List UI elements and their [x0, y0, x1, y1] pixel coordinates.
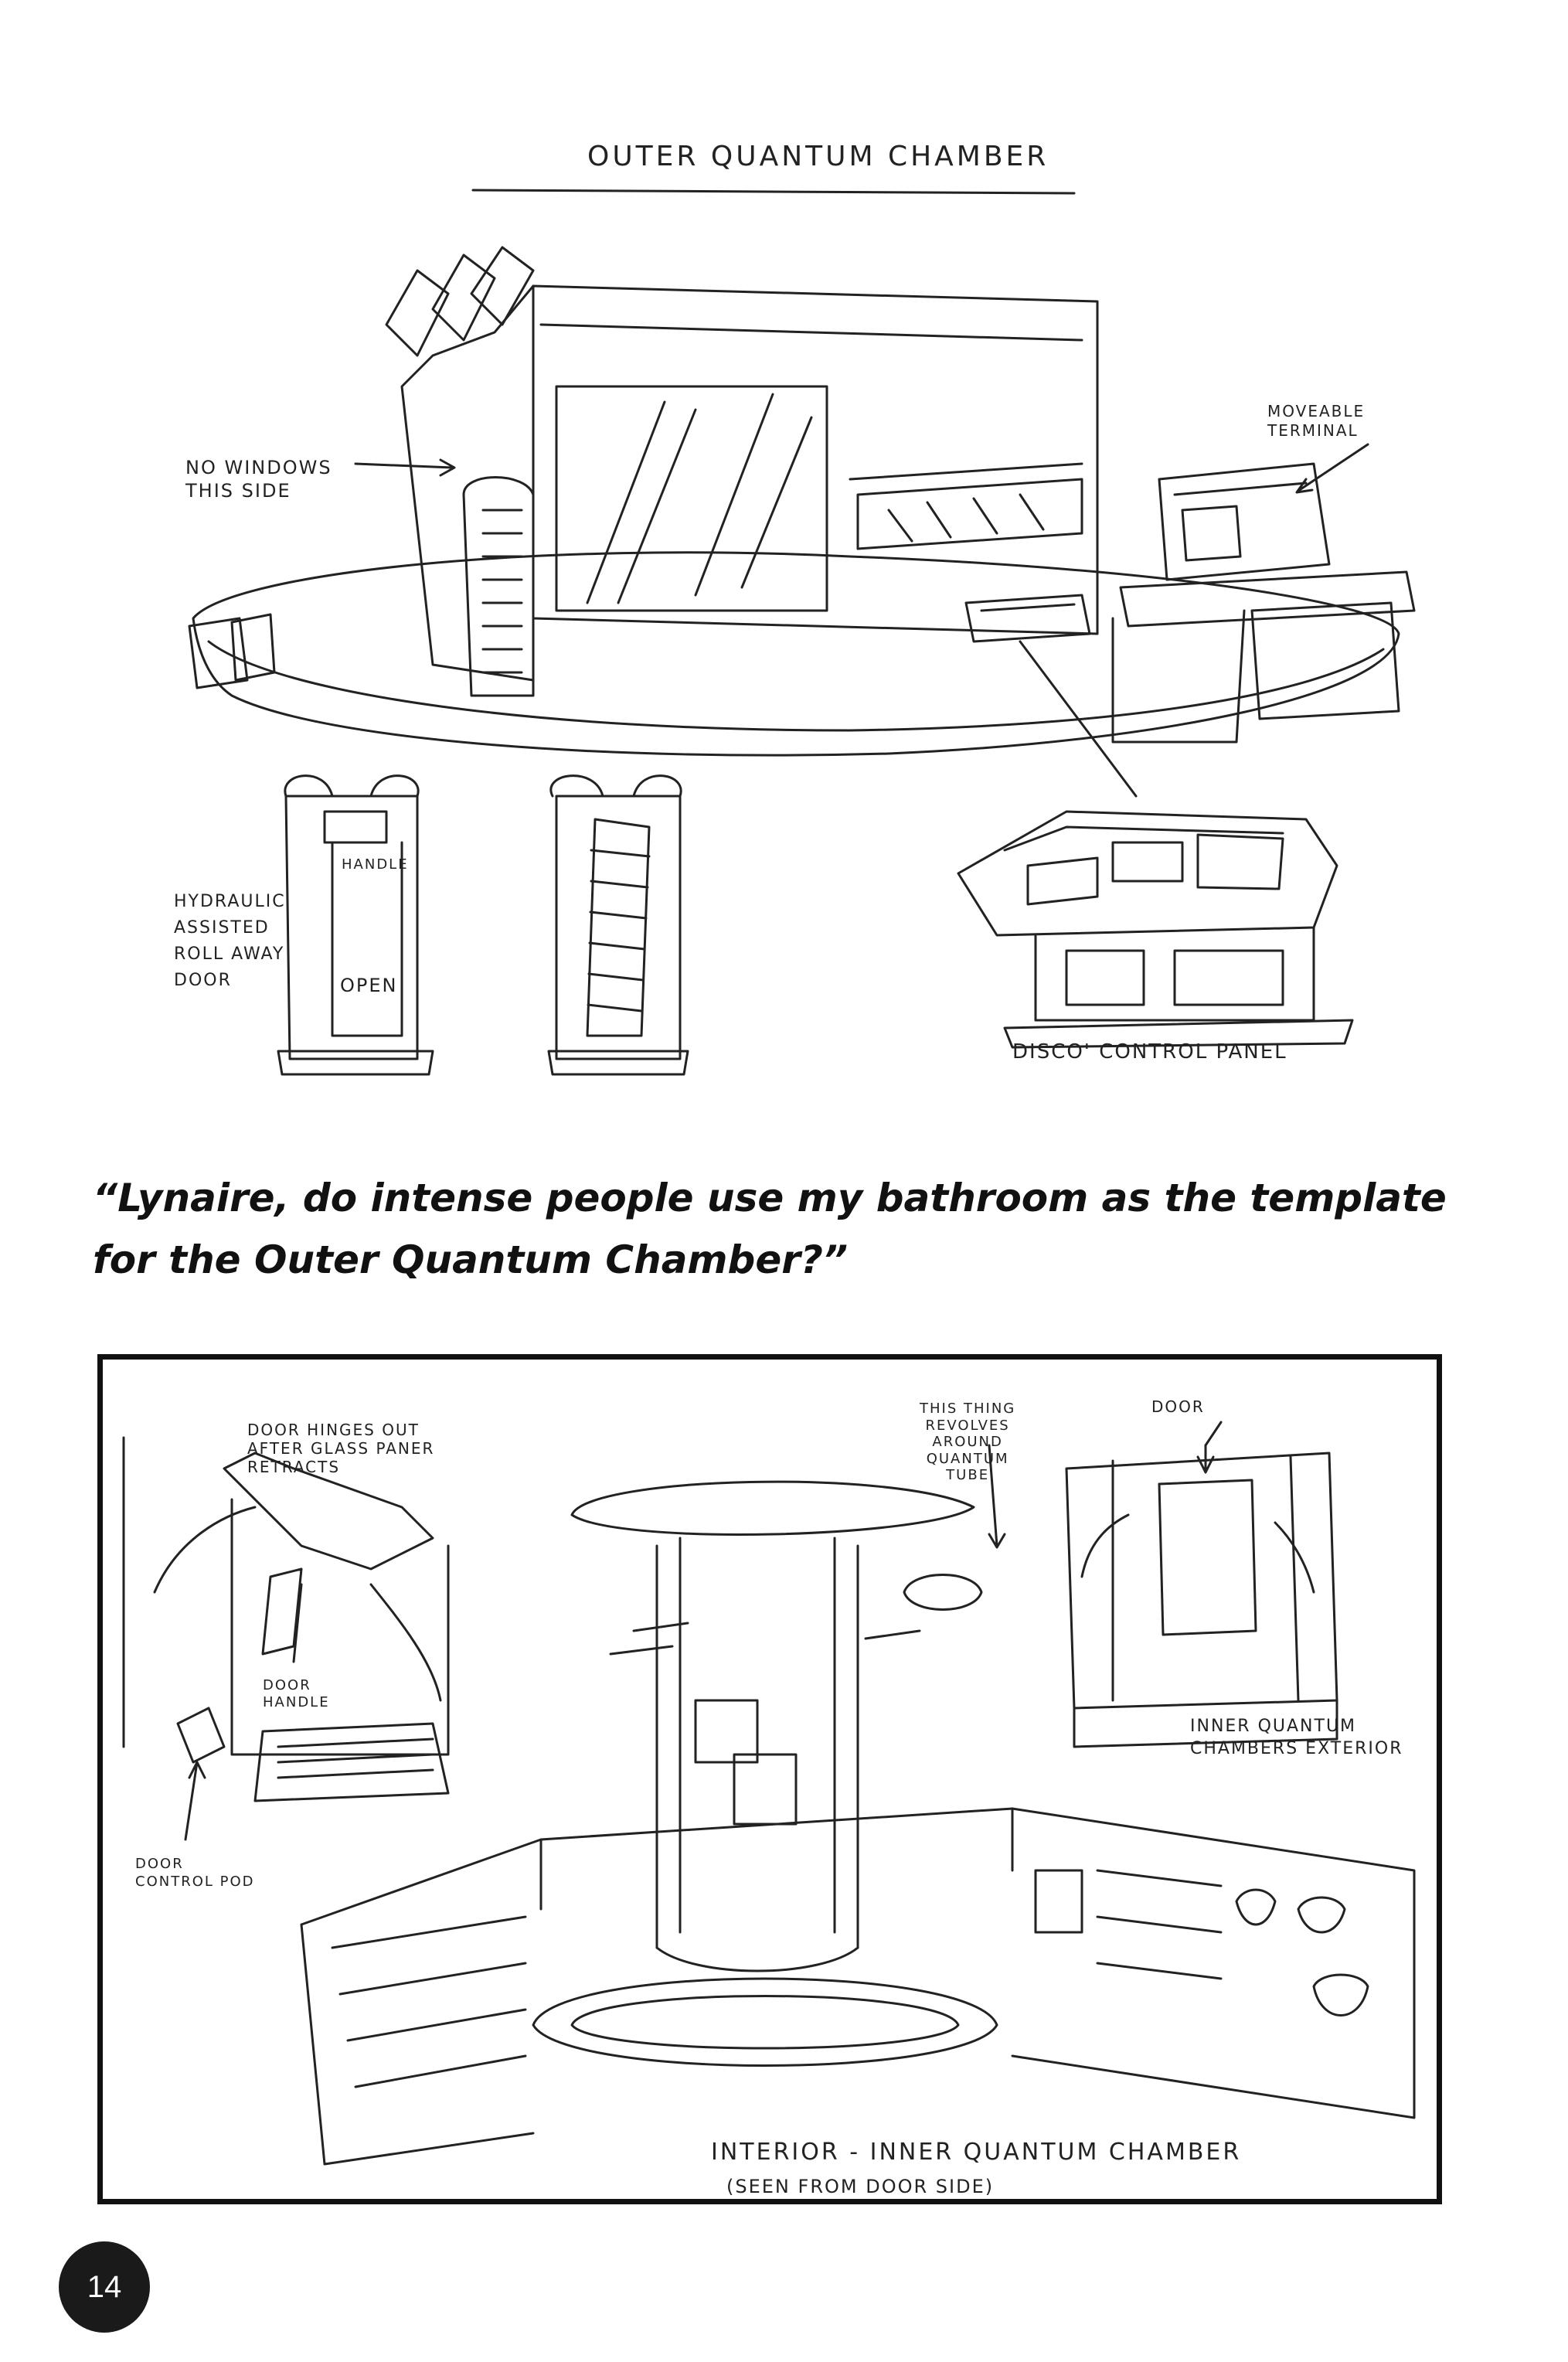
label-hydraulic-door: HYDRAULIC ASSISTED ROLL AWAY DOOR [174, 892, 286, 991]
caption-text: Lynaire, do intense people use my bathroom as the template for the Outer Quantum Chamber? [93, 1176, 1447, 1282]
label-inner-chambers-exterior: INNER QUANTUM CHAMBERS EXTERIOR [1190, 1717, 1403, 1758]
label-door-hinges: DOOR HINGES OUT AFTER GLASS PANER RETRACTS [247, 1421, 435, 1476]
page-number: 14 [87, 2269, 122, 2304]
label-door-handle: DOOR HANDLE [263, 1677, 330, 1710]
open-quote: “ [93, 1176, 118, 1220]
sketch-title: OUTER QUANTUM CHAMBER [587, 141, 1049, 172]
label-door-control-pod: DOOR CONTROL POD [135, 1856, 255, 1891]
label-control-panel: DISCO' CONTROL PANEL [1012, 1040, 1287, 1064]
label-interior-title: INTERIOR - INNER QUANTUM CHAMBER [711, 2139, 1242, 2166]
close-quote: ” [822, 1237, 849, 1282]
label-open: OPEN [340, 975, 398, 996]
label-moveable-terminal: MOVEABLE TERMINAL [1267, 402, 1366, 440]
label-no-windows: NO WINDOWS THIS SIDE [185, 457, 332, 502]
label-door: DOOR [1151, 1397, 1205, 1416]
label-handle: HANDLE [342, 856, 409, 873]
label-this-thing: THIS THING REVOLVES AROUND QUANTUM TUBE [920, 1401, 1016, 1484]
page-number-badge [59, 2241, 150, 2333]
label-interior-subtitle: (SEEN FROM DOOR SIDE) [726, 2176, 995, 2197]
